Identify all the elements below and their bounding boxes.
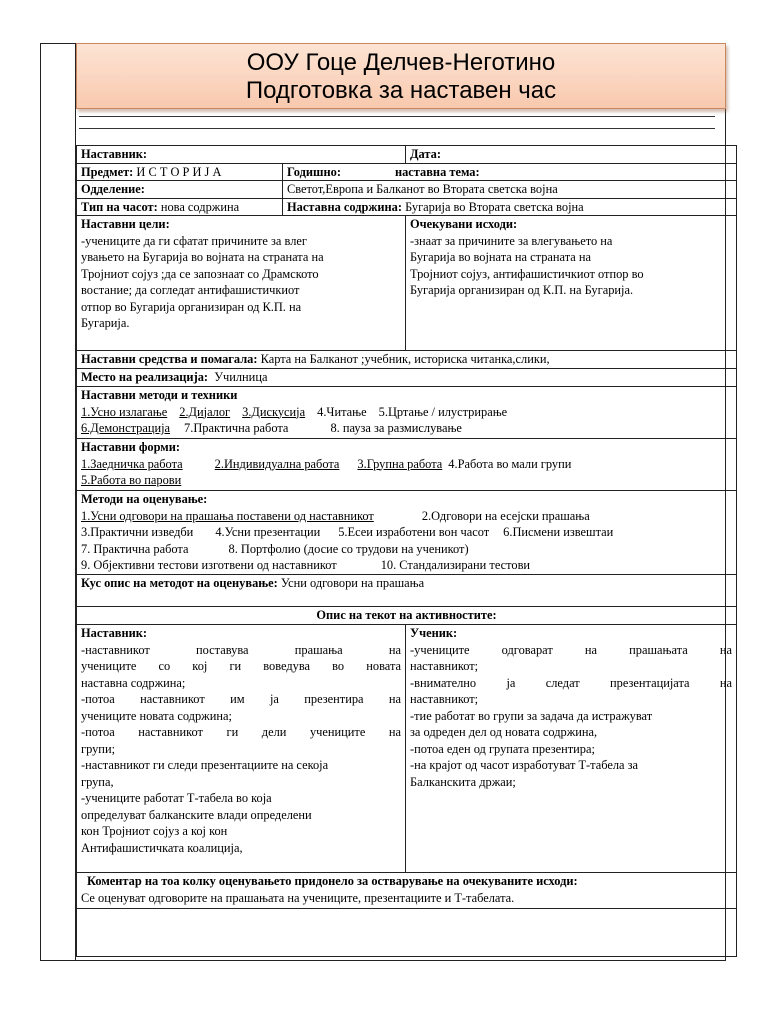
goals-line: Тројниот сојуз ;да се запознаат со Драмското <box>81 266 319 281</box>
teacher-activity-line: -наставникот поставува прашања на <box>81 642 402 657</box>
goals-line: Бугарија. <box>81 316 130 330</box>
form-item: 3.Групна работа <box>357 456 443 471</box>
assessment-item: 5.Есеи изработени вон часот <box>338 525 490 539</box>
theme-cell <box>283 181 737 199</box>
comment-cell <box>77 873 737 909</box>
assessment-item: 7. Практична работа <box>81 541 189 556</box>
date-label: Дата: <box>410 147 441 161</box>
empty-cell <box>77 909 737 957</box>
activities-title: Опис на текот на активностите: <box>316 608 497 622</box>
teacher-activity-line: група, <box>81 774 114 789</box>
forms-label: Наставни форми: <box>81 440 181 454</box>
row-goals-outcomes <box>77 216 737 351</box>
comment-label: Коментар на тоа колку оценувањето придонело за остварување на очекуваните исходи: <box>87 874 578 888</box>
goals-line: увањето на Бугарија во војната на страната на <box>81 250 324 264</box>
row-location <box>77 369 737 387</box>
resources-value: Карта на Балканот ;учебник, историска читанка,слики, <box>260 352 550 366</box>
resources-cell <box>77 351 737 369</box>
method-item: 6.Демонстрација <box>81 421 171 435</box>
method-item: 3.Дискусија <box>242 404 306 419</box>
theme-value: Светот,Европа и Балканот во Втората светска војна <box>287 182 558 196</box>
subject-cell <box>77 163 283 181</box>
teacher-activity-line: -наставникот ги следи презентациите на секоја <box>81 758 329 772</box>
methods-label: Наставни методи и техники <box>81 388 238 402</box>
assessment-item: 1.Усни одговори на прашања поставени од наставникот <box>81 508 374 523</box>
form-item: 2.Индивидуална работа <box>214 456 340 471</box>
comment-value: Се оценуват одговорите на прашањата на учениците, презентациите и Т-табелата. <box>81 890 515 905</box>
activities-title-cell <box>77 607 737 625</box>
location-cell <box>77 369 737 387</box>
row-methods <box>77 387 737 439</box>
content-label: Наставна содржина: <box>287 199 402 214</box>
student-activity-line: наставникот; <box>410 692 479 706</box>
assessment-item: 6.Писмени извештаи <box>503 525 614 539</box>
goals-label: Наставни цели: <box>81 217 170 231</box>
assessment-item: 4.Усни презентации <box>215 525 321 539</box>
content-value: Бугарија во Втората светска војна <box>405 199 584 214</box>
date-cell <box>406 146 737 164</box>
row-activities-title <box>77 607 737 625</box>
assessment-desc-label: Кус опис на методот на оценување: <box>81 576 278 590</box>
row-teacher-date <box>77 146 737 164</box>
annual-cell <box>283 163 737 181</box>
document-title: Подготовка за наставен час <box>245 77 557 104</box>
row-resources <box>77 351 737 369</box>
teacher-activity-line: -потоа наставникот ги дели учениците на <box>81 725 402 739</box>
outcomes-line: Тројниот сојуз, антифашистичкиот отпор во <box>410 266 644 281</box>
methods-cell <box>77 387 737 439</box>
class-cell <box>77 181 283 199</box>
method-item: 8. пауза за размислување <box>330 421 462 435</box>
outcomes-line: Бугарија организиран од К.П. на Бугарија. <box>410 283 634 297</box>
goals-line: востание; да согледат антифашистичкиот <box>81 283 300 297</box>
assessment-item: 8. Портфолио (досие со трудови на ученикот) <box>228 541 469 556</box>
assessment-item: 10. Стандализирани тестови <box>380 558 531 572</box>
lesson-type-cell <box>77 198 283 216</box>
outcomes-line: Бугарија во војната на страната на <box>410 250 591 264</box>
goals-line: -учениците да ги сфатат причините за влег <box>81 233 307 248</box>
row-empty <box>77 909 737 957</box>
outcomes-cell <box>406 216 737 351</box>
lesson-type-label: Тип на часот: <box>81 199 158 214</box>
assessment-item: 3.Практични изведби <box>81 525 194 539</box>
row-forms <box>77 439 737 491</box>
location-label: Место на реализација: <box>81 370 209 384</box>
method-item: 2.Дијалог <box>179 404 231 419</box>
header-rule-2 <box>79 128 715 129</box>
student-activity-line: -тие работат во групи за задача да истражуват <box>410 708 653 723</box>
student-activity-line: Балканскита држаи; <box>410 774 516 789</box>
subject-label: Предмет: <box>81 164 134 179</box>
student-activity-line: наставникот; <box>410 659 479 673</box>
method-item: 4.Читање <box>317 404 367 419</box>
title-banner <box>76 43 726 109</box>
student-activity-line: -учениците одговарат на прашањата на <box>410 642 733 657</box>
teacher-activity-line: учениците новата содржина; <box>81 708 232 723</box>
subject-value: И С Т О Р И Ј А <box>136 164 222 179</box>
content-cell <box>283 198 737 216</box>
row-activities <box>77 625 737 873</box>
annual-label: Годишно: <box>287 164 341 179</box>
lesson-type-value: нова содржина <box>160 199 240 214</box>
teacher-activity-line: кон Тројниот сојуз а кој кон <box>81 824 228 838</box>
teacher-activity-line: наставна содржина; <box>81 675 186 690</box>
row-assessment-desc <box>77 575 737 607</box>
assessment-desc-value: Усни одговори на прашања <box>280 576 425 590</box>
teacher-activity-line: групи; <box>81 741 116 756</box>
class-label: Одделение: <box>81 182 145 196</box>
form-item: 5.Работа во парови <box>81 473 182 487</box>
row-subject <box>77 163 737 181</box>
method-item: 1.Усно излагање <box>81 404 168 419</box>
teacher-activity-line: -потоа наставникот им ја презентира на <box>81 692 402 706</box>
form-item: 1.Заедничка работа <box>81 456 183 471</box>
form-item: 4.Работа во мали групи <box>448 456 572 471</box>
student-activity-line: -внимателно ја следат презентацијата на <box>410 675 733 690</box>
method-item: 5.Цртање / илустрирање <box>378 404 508 419</box>
forms-cell <box>77 439 737 491</box>
teacher-activity-line: -учениците работат Т-табела во која <box>81 791 272 805</box>
resources-label: Наставни средства и помагала: <box>81 352 258 366</box>
assessment-item: 9. Објективни тестови изготвени од наставникот <box>81 558 337 572</box>
header-rule-1 <box>79 116 715 117</box>
row-class <box>77 181 737 199</box>
activities-teacher-label: Наставник: <box>81 626 148 640</box>
student-activity-line: -на крајот од часот изработуват Т-табела за <box>410 758 639 772</box>
lesson-plan-table <box>76 145 737 957</box>
row-assessment <box>77 491 737 575</box>
activities-student-label: Ученик: <box>410 626 458 640</box>
teacher-activity-line: определуват балканските влади определени <box>81 807 312 822</box>
activities-teacher-cell <box>77 625 406 873</box>
row-comment <box>77 873 737 909</box>
theme-label: наставна тема: <box>394 164 480 179</box>
activities-student-cell <box>406 625 737 873</box>
teacher-activity-line: Антифашистичката коалиција, <box>81 840 243 855</box>
outcomes-line: -знаат за причините за влегувањето на <box>410 233 613 248</box>
teacher-cell <box>77 146 406 164</box>
goals-cell <box>77 216 406 351</box>
school-title: ООУ Гоце Делчев-Неготино <box>246 49 556 76</box>
location-value: Училница <box>214 370 268 384</box>
teacher-label: Наставник: <box>81 147 148 161</box>
student-activity-line: за одреден дел од новата содржина, <box>410 725 598 739</box>
method-item: 7.Практична работа <box>184 421 289 435</box>
goals-line: отпор во Бугарија организиран од К.П. на <box>81 299 302 314</box>
assessment-cell <box>77 491 737 575</box>
assessment-item: 2.Одговори на есејски прашања <box>421 508 590 523</box>
student-activity-line: -потоа еден од групата презентира; <box>410 741 595 756</box>
assessment-label: Методи на оценување: <box>81 492 208 506</box>
assessment-desc-cell <box>77 575 737 607</box>
row-lesson-type <box>77 198 737 216</box>
teacher-activity-line: учениците со кој ги воведува во новата <box>81 659 402 673</box>
outcomes-label: Очекувани исходи: <box>410 217 518 231</box>
